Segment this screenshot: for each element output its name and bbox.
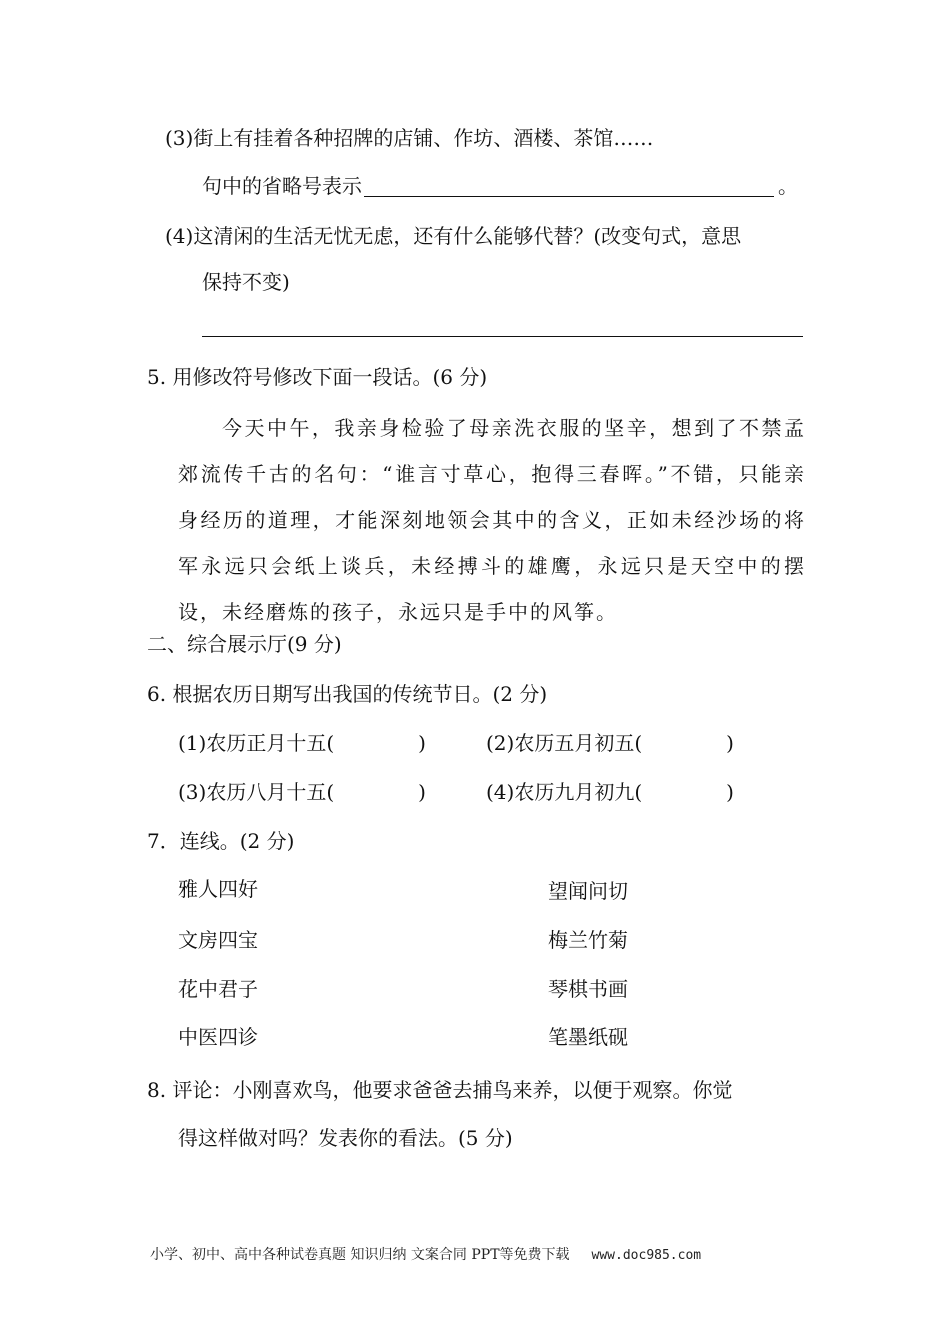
section-2-heading: 二、综合展示厅(9 分) (147, 632, 342, 656)
q6-item-4 (486, 778, 734, 806)
q6-item-1 (178, 729, 426, 757)
q6-item-3 (178, 778, 426, 806)
q6-title: 6. 根据农历日期写出我国的传统节日。(2 分) (147, 682, 548, 706)
footer (150, 1245, 701, 1266)
q7-right-1[interactable]: 望闻问切 (548, 879, 628, 903)
q7-right-4[interactable]: 笔墨纸砚 (548, 1025, 628, 1049)
footer-url[interactable]: www.doc985.com (591, 1248, 702, 1263)
q3-sentence: (3)街上有挂着各种招牌的店铺、作坊、酒楼、茶馆…… (165, 126, 654, 150)
q6-item-2 (486, 729, 734, 757)
q6-item-4-close: ) (726, 780, 734, 804)
q6-item-2-label: (2)农历五月初五( (486, 731, 643, 755)
q3-answer-blank[interactable] (364, 174, 774, 197)
footer-text: 小学、初中、高中各种试卷真题 知识归纳 文案合同 PPT等免费下载 (150, 1247, 570, 1263)
q4-sentence: (4)这清闲的生活无忧无虑，还有什么能够代替？(改变句式，意思 (165, 224, 742, 248)
q3-prompt-line (202, 172, 798, 200)
q8-question: 8. 评论：小刚喜欢鸟，他要求爸爸去捕鸟来养，以便于观察。你觉 (147, 1078, 733, 1102)
q5-title: 5. 用修改符号修改下面一段话。(6 分) (147, 365, 488, 389)
q3-prompt: 句中的省略号表示 (202, 174, 362, 198)
q6-item-4-label: (4)农历九月初九( (486, 780, 643, 804)
q3-end-mark: 。 (778, 174, 798, 198)
q7-left-3[interactable]: 花中君子 (178, 977, 258, 1001)
q7-right-2[interactable]: 梅兰竹菊 (548, 928, 628, 952)
q5-paragraph: 今天中午，我亲身检验了母亲洗衣服的坚辛，想到了不禁孟郊流传千古的名句：“谁言寸草心，抱得三春晖。”不错，只能亲身经历的道理，才能深刻地领会其中的含义，正如未经沙场的将军永远只会纸上谈兵，未经搏斗的雄鹰，永远只是天空中的摆设，未经磨炼的孩子，永远只是手中的风筝。 (178, 416, 806, 624)
q7-right-3[interactable]: 琴棋书画 (548, 977, 628, 1001)
q4-sentence-cont: 保持不变) (202, 270, 290, 294)
q6-item-1-label: (1)农历正月十五( (178, 731, 335, 755)
q4-answer-line[interactable] (202, 336, 803, 337)
q6-item-3-close: ) (418, 780, 426, 804)
q6-item-3-label: (3)农历八月十五( (178, 780, 335, 804)
q6-item-2-close: ) (726, 731, 734, 755)
q7-left-4[interactable]: 中医四诊 (178, 1025, 258, 1049)
q7-left-2[interactable]: 文房四宝 (178, 928, 258, 952)
q8-question-cont: 得这样做对吗？发表你的看法。(5 分) (178, 1126, 513, 1150)
q6-item-1-close: ) (418, 731, 426, 755)
q7-title: 7．连线。(2 分) (147, 829, 295, 853)
q7-left-1[interactable]: 雅人四好 (178, 877, 258, 901)
